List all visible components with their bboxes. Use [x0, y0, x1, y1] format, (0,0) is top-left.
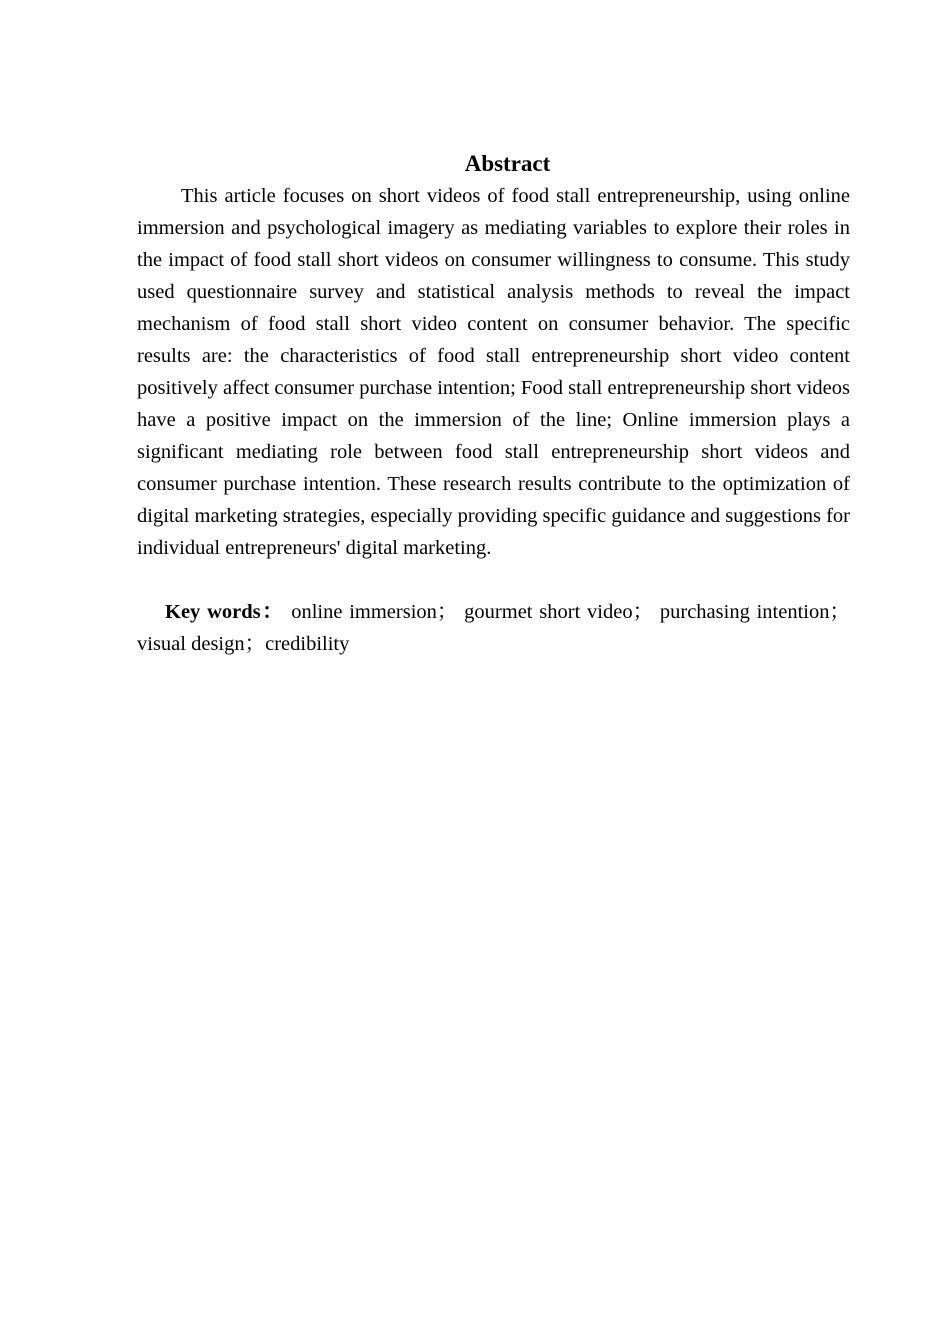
keyword-item: online immersion [291, 601, 437, 623]
keyword-separator: ； [244, 633, 266, 655]
abstract-body: This article focuses on short videos of food stall entrepreneurship, using online immersion and psychological imagery as mediating variables to explore their roles in the impact of food stall short videos on consumer willingness to consume. This study used questionnaire survey and statistical analysis methods to reveal the impact mechanism of food stall short video content on consumer behavior. The specific results are: the characteristics of food stall entrepreneurship short video content positively affect consumer purchase intention; Food stall entrepreneurship short videos have a positive impact on the immersion of the line; Online immersion plays a significant mediating role between food stall entrepreneurship short videos and consumer purchase intention. These research results contribute to the optimization of digital marketing strategies, especially providing specific guidance and suggestions for individual entrepreneurs' digital marketing. [137, 185, 850, 559]
abstract-title: Abstract [464, 151, 551, 176]
keyword-item: credibility [265, 633, 350, 655]
keyword-separator: ； [632, 601, 654, 623]
abstract-page [137, 148, 850, 660]
keyword-item: visual design [137, 633, 245, 655]
keyword-separator: ； [829, 601, 850, 623]
keyword-separator: ； [436, 601, 458, 623]
keyword-item: gourmet short video [464, 601, 633, 623]
keyword-item: purchasing intention [659, 601, 830, 623]
keywords-label: Key words： [165, 601, 285, 623]
keywords-line [137, 596, 850, 660]
